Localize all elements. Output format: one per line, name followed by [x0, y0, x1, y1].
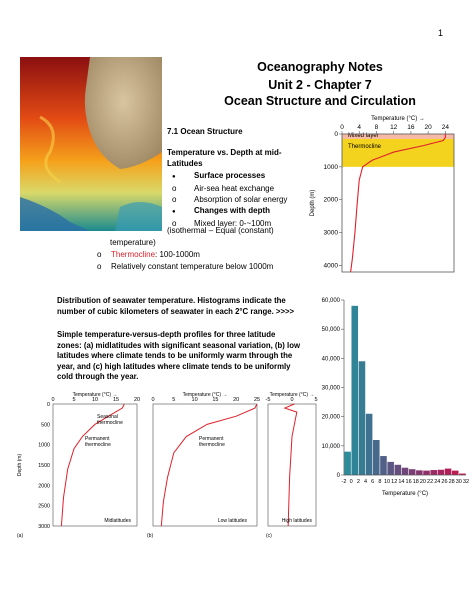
panel-letter: (a) — [17, 533, 24, 539]
x-tick-label: 8 — [374, 124, 379, 131]
histogram-bar — [387, 462, 394, 475]
low-latitudes-profile-chart — [145, 390, 263, 540]
bullet-marker: ● — [172, 174, 176, 180]
x-tick-label: 12 — [390, 124, 398, 131]
histogram-bar — [395, 465, 402, 475]
annotation-label: Seasonal thermocline — [97, 414, 123, 426]
topic-line-1: Temperature vs. Depth at mid- — [167, 148, 282, 157]
x-tick-label: 16 — [405, 479, 412, 485]
y-tick-label: 2000 — [323, 196, 338, 204]
x-tick-label: 24 — [441, 124, 450, 131]
band-label: Mixed layer — [348, 132, 379, 139]
temperature-histogram-chart — [306, 292, 470, 506]
bullet-item: o Absorption of solar energy — [172, 195, 288, 204]
x-tick-label: 2 — [356, 479, 360, 485]
y-tick-label: 0 — [336, 473, 340, 479]
thermocline-item: o Thermocline: 100-1000m — [97, 250, 200, 259]
panel-letter: (c) — [266, 533, 272, 539]
y-tick-label: 1000 — [323, 163, 338, 171]
y-axis-label: Depth (m) — [17, 453, 23, 477]
histogram-bar — [445, 469, 452, 475]
page-number: 1 — [438, 28, 444, 38]
chapter-heading: Ocean Structure and Circulation — [224, 94, 416, 108]
y-tick-label: 0 — [334, 131, 338, 138]
x-axis-label: Temperature (°C) → — [269, 392, 315, 398]
profiles-paragraph: Simple temperature-versus-depth profiles for three latitude zones: (a) midlatitudes with significant seasonal variation, (b) low latitudes where climate tends to be uniformly warm through the year, and (c) high latitudes where climate tends to be uniformly cold through the year. — [57, 330, 301, 381]
plot-frame — [153, 404, 257, 526]
deep-layer-item: o Relatively constant temperature below 1000m — [97, 262, 274, 271]
bullet-item: o Mixed layer: 0-~100m — [172, 219, 272, 228]
page-title: Oceanography Notes — [257, 60, 383, 74]
bullet-marker: o — [172, 184, 177, 193]
x-tick-label: 28 — [448, 479, 455, 485]
x-tick-label: 10 — [191, 397, 198, 403]
temperature-depth-chart — [306, 112, 462, 284]
histogram-bar — [409, 469, 416, 475]
histogram-bar — [402, 468, 409, 475]
topic-line-2: Latitudes — [167, 159, 203, 168]
histogram-bar — [423, 471, 430, 475]
annotation-label: Permanent thermocline — [85, 436, 111, 448]
mixed-layer-continuation: (isothermal – Equal (constant) — [167, 226, 274, 235]
temperature-profile-line — [285, 404, 297, 526]
x-tick-label: -5 — [265, 397, 271, 403]
y-tick-label: 20,000 — [321, 414, 340, 421]
histogram-bar — [430, 470, 437, 475]
band-label: Thermocline — [348, 143, 382, 150]
x-tick-label: 20 — [233, 397, 240, 403]
histogram-bar — [351, 306, 358, 475]
panel-caption: High latitudes — [281, 518, 312, 524]
bullet-marker: o — [172, 195, 177, 204]
x-axis-label: Temperature (°C) → — [72, 392, 118, 398]
sea-surface-temperature-image — [20, 57, 162, 231]
x-tick-label: 20 — [133, 397, 141, 403]
bullet-list — [172, 170, 287, 229]
x-tick-label: 25 — [253, 397, 261, 403]
histogram-bar — [452, 471, 459, 475]
histogram-bar — [373, 440, 380, 475]
x-tick-label: 0 — [349, 479, 353, 485]
plot-frame — [268, 404, 316, 526]
bullet-marker: o — [172, 219, 177, 228]
y-tick-label: 1000 — [38, 442, 50, 449]
histogram-bar — [344, 452, 351, 475]
thermocline-label: Thermocline — [111, 250, 156, 259]
histogram-bar — [380, 456, 387, 475]
x-tick-label: 8 — [378, 479, 382, 485]
histogram-bar — [416, 470, 423, 475]
bullet-item: ● Changes with depth — [172, 205, 287, 218]
distribution-paragraph: Distribution of seawater temperature. Histograms indicate the number of cubic kilometers of seawater in each 2°C range. >>>> — [57, 296, 295, 316]
y-tick-label: 10,000 — [321, 443, 340, 450]
x-tick-label: 0 — [290, 397, 294, 403]
y-tick-label: 0 — [47, 402, 50, 408]
y-tick-label: 1500 — [38, 463, 50, 469]
y-tick-label: 50,000 — [321, 327, 340, 334]
mixed-layer-continuation-2: temperature) — [110, 238, 156, 247]
midlatitudes-profile-chart — [15, 390, 143, 540]
x-tick-label: 0 — [340, 124, 344, 131]
y-tick-label: 3000 — [38, 524, 50, 530]
temperature-profile-line — [161, 404, 257, 526]
bullet-item: o Air-sea heat exchange — [172, 184, 275, 193]
panel-letter: (b) — [147, 533, 154, 539]
y-tick-label: 500 — [41, 422, 50, 429]
x-tick-label: 15 — [112, 397, 120, 403]
x-tick-label: 16 — [407, 124, 415, 131]
unit-heading: Unit 2 - Chapter 7 — [268, 78, 372, 92]
y-tick-label: 3000 — [323, 229, 338, 237]
bullet-marker: ● — [172, 209, 176, 215]
histogram-bar — [359, 361, 366, 475]
x-axis-label: Temperature (°C) → — [371, 116, 425, 122]
x-tick-label: 30 — [455, 479, 462, 485]
panel-caption: Midlatitudes — [104, 518, 131, 524]
x-tick-label: 4 — [357, 124, 362, 131]
section-heading: 7.1 Ocean Structure — [167, 127, 243, 136]
x-tick-label: 20 — [419, 479, 427, 485]
x-tick-label: 5 — [72, 397, 76, 403]
x-tick-label: 24 — [434, 479, 441, 485]
x-tick-label: 26 — [441, 479, 448, 485]
histogram-bar — [438, 470, 445, 475]
x-tick-label: 4 — [363, 479, 368, 485]
x-tick-label: 22 — [427, 479, 434, 485]
y-tick-label: 2500 — [38, 503, 50, 510]
x-tick-label: 14 — [398, 479, 405, 485]
high-latitudes-profile-chart — [264, 390, 322, 540]
y-tick-label: 4000 — [323, 262, 338, 270]
x-axis-label: Temperature (°C) — [381, 491, 429, 497]
x-tick-label: 10 — [383, 479, 391, 485]
x-tick-label: 15 — [212, 397, 219, 403]
x-tick-label: 0 — [151, 397, 155, 403]
x-tick-label: 20 — [424, 124, 432, 131]
x-tick-label: -2 — [341, 479, 347, 485]
y-tick-label: 2000 — [38, 483, 50, 490]
histogram-bar — [366, 414, 373, 475]
plot-frame — [53, 404, 137, 526]
bullet-item: ● Surface processes — [172, 170, 287, 183]
x-tick-label: 10 — [91, 397, 99, 403]
x-tick-label: 6 — [371, 479, 375, 485]
annotation-label: Permanent thermocline — [199, 436, 225, 448]
x-axis-label: Temperature (°C) → — [182, 392, 228, 398]
x-tick-label: 0 — [51, 397, 55, 403]
y-tick-label: 60,000 — [321, 298, 340, 304]
x-tick-label: 5 — [314, 397, 318, 403]
x-tick-label: 5 — [172, 397, 176, 403]
x-tick-label: 18 — [412, 479, 419, 485]
y-axis-label: Depth (m) — [310, 189, 316, 217]
x-tick-label: 12 — [391, 479, 398, 485]
panel-caption: Low latitudes — [217, 518, 247, 524]
y-tick-label: 40,000 — [321, 356, 340, 363]
y-tick-label: 30,000 — [321, 385, 340, 392]
x-tick-label: 32 — [462, 479, 470, 485]
